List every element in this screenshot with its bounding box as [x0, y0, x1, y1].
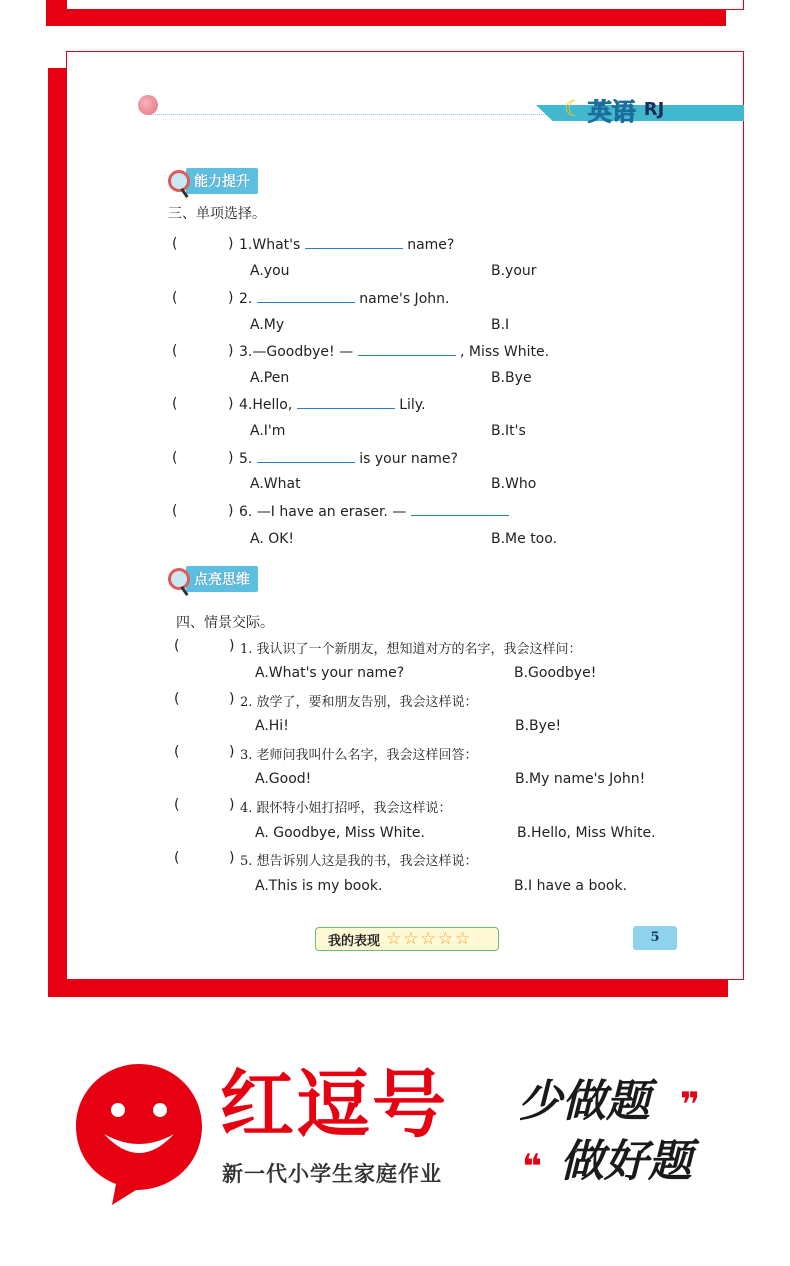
question-text — [239, 503, 509, 520]
question-text — [239, 236, 454, 253]
slogan-line-2: 做好题 — [560, 1136, 692, 1187]
paren-open: ( — [172, 450, 178, 466]
option-a[interactable]: A.What's your name? — [255, 665, 405, 681]
question-row — [0, 290, 790, 310]
answer-slot[interactable]: ) — [229, 797, 235, 813]
option-a[interactable]: A.I'm — [250, 423, 286, 439]
paren-open: ( — [174, 638, 180, 654]
question-text: 5. 想告诉别人这是我的书，我会这样说： — [240, 854, 478, 869]
star-icon[interactable]: ☆ — [420, 929, 436, 949]
subject-header — [564, 92, 664, 127]
answer-blank[interactable] — [257, 450, 355, 463]
question-text — [239, 450, 458, 467]
brand-name: 红逗号 — [220, 1062, 448, 1148]
performance-rating — [315, 927, 499, 951]
question-row — [0, 744, 790, 764]
question-row — [0, 638, 790, 658]
question-text — [239, 343, 549, 360]
answer-blank[interactable] — [358, 343, 456, 356]
question-text — [239, 396, 426, 413]
question-suffix: is your name? — [359, 451, 458, 467]
question-row — [0, 343, 790, 363]
section-tag-ability — [168, 168, 258, 194]
section-title: 四、情景交际。 — [176, 615, 274, 631]
performance-label: 我的表现 — [328, 933, 381, 949]
option-b[interactable]: B.I have a book. — [514, 878, 628, 894]
option-b[interactable]: B.I — [491, 317, 510, 333]
section-tag-thinking — [168, 566, 258, 592]
option-a[interactable]: A.My — [250, 317, 285, 333]
option-a[interactable]: A.Pen — [250, 370, 290, 386]
answer-slot[interactable]: ) — [228, 290, 234, 306]
question-suffix: Lily. — [399, 397, 426, 413]
option-b[interactable]: B.your — [491, 263, 537, 279]
option-b[interactable]: B.My name's John! — [515, 771, 646, 787]
option-b[interactable]: B.Hello, Miss White. — [517, 825, 656, 841]
answer-slot[interactable]: ) — [228, 396, 234, 412]
question-row — [0, 236, 790, 256]
paren-open: ( — [172, 343, 178, 359]
planet-icon — [138, 95, 158, 115]
question-row — [0, 850, 790, 870]
answer-slot[interactable]: ) — [229, 691, 235, 707]
question-row — [0, 691, 790, 711]
answer-blank[interactable] — [257, 290, 355, 303]
paren-open: ( — [172, 290, 178, 306]
option-a[interactable]: A.you — [250, 263, 290, 279]
option-b[interactable]: B.It's — [491, 423, 526, 439]
quote-mark-icon: ❞ — [680, 1085, 700, 1125]
answer-slot[interactable]: ) — [229, 850, 235, 866]
star-rating[interactable] — [386, 929, 472, 949]
option-a[interactable]: A.Good! — [255, 771, 312, 787]
question-row — [0, 396, 790, 416]
answer-slot[interactable]: ) — [228, 343, 234, 359]
star-icon[interactable]: ☆ — [437, 929, 454, 949]
paren-open: ( — [174, 691, 180, 707]
answer-slot[interactable]: ) — [228, 236, 234, 252]
option-a[interactable]: A. Goodbye, Miss White. — [255, 825, 425, 841]
paren-open: ( — [174, 744, 180, 760]
paren-open: ( — [172, 236, 178, 252]
star-icon[interactable]: ☆ — [455, 929, 471, 949]
question-row — [0, 503, 790, 523]
paren-open: ( — [174, 797, 180, 813]
page-number: 5 — [633, 926, 677, 950]
answer-slot[interactable]: ) — [228, 503, 234, 519]
answer-slot[interactable]: ) — [229, 638, 235, 654]
question-text: 4. 跟怀特小姐打招呼，我会这样说： — [240, 801, 452, 816]
question-prefix: 1.What's — [239, 237, 301, 253]
brand-tagline: 新一代小学生家庭作业 — [222, 1162, 442, 1186]
paren-open: ( — [172, 503, 178, 519]
question-suffix: name's John. — [359, 291, 450, 307]
star-icon[interactable]: ☆ — [403, 929, 419, 949]
question-text: 1. 我认识了一个新朋友，想知道对方的名字，我会这样问： — [240, 642, 582, 657]
question-prefix: 5. — [239, 451, 253, 467]
option-a[interactable]: A.What — [250, 476, 301, 492]
subject-title: 英语 — [587, 98, 636, 126]
section-tag-label: 点亮思维 — [186, 566, 258, 592]
header-dotted-line — [150, 114, 550, 115]
answer-blank[interactable] — [297, 396, 395, 409]
star-icon[interactable]: ☆ — [386, 929, 402, 949]
section-title: 三、单项选择。 — [168, 206, 266, 222]
option-b[interactable]: B.Me too. — [491, 531, 558, 547]
answer-slot[interactable]: ) — [228, 450, 234, 466]
section-tag-label: 能力提升 — [186, 168, 258, 194]
slogan-line-1: 少做题 — [518, 1076, 650, 1127]
option-b[interactable]: B.Who — [491, 476, 537, 492]
question-row — [0, 450, 790, 470]
edition-label: RJ — [643, 99, 665, 120]
question-prefix: 4.Hello, — [239, 397, 293, 413]
paren-open: ( — [172, 396, 178, 412]
answer-slot[interactable]: ) — [229, 744, 235, 760]
quote-mark-icon: ❝ — [522, 1147, 542, 1187]
option-b[interactable]: B.Goodbye! — [514, 665, 597, 681]
option-a[interactable]: A.This is my book. — [255, 878, 383, 894]
option-b[interactable]: B.Bye — [491, 370, 532, 386]
question-prefix: 6. —I have an eraser. — — [239, 504, 407, 520]
question-prefix: 3.—Goodbye! — — [239, 344, 354, 360]
magnifier-icon — [168, 170, 190, 192]
top-page-edge — [66, 0, 744, 10]
question-text — [239, 290, 449, 307]
question-suffix: name? — [407, 237, 455, 253]
option-a[interactable]: A.Hi! — [255, 718, 289, 734]
question-text: 2. 放学了，要和朋友告别，我会这样说： — [240, 695, 478, 710]
answer-blank[interactable] — [305, 236, 403, 249]
answer-blank[interactable] — [411, 503, 509, 516]
magnifier-icon — [168, 568, 190, 590]
option-a[interactable]: A. OK! — [250, 531, 295, 547]
question-row — [0, 797, 790, 817]
question-prefix: 2. — [239, 291, 253, 307]
paren-open: ( — [174, 850, 180, 866]
brand-logo-icon — [74, 1062, 204, 1207]
option-b[interactable]: B.Bye! — [515, 718, 562, 734]
question-text: 3. 老师问我叫什么名字，我会这样回答： — [240, 748, 478, 763]
crescent-moon-icon: ☾ — [564, 96, 584, 122]
question-suffix: , Miss White. — [459, 344, 550, 360]
